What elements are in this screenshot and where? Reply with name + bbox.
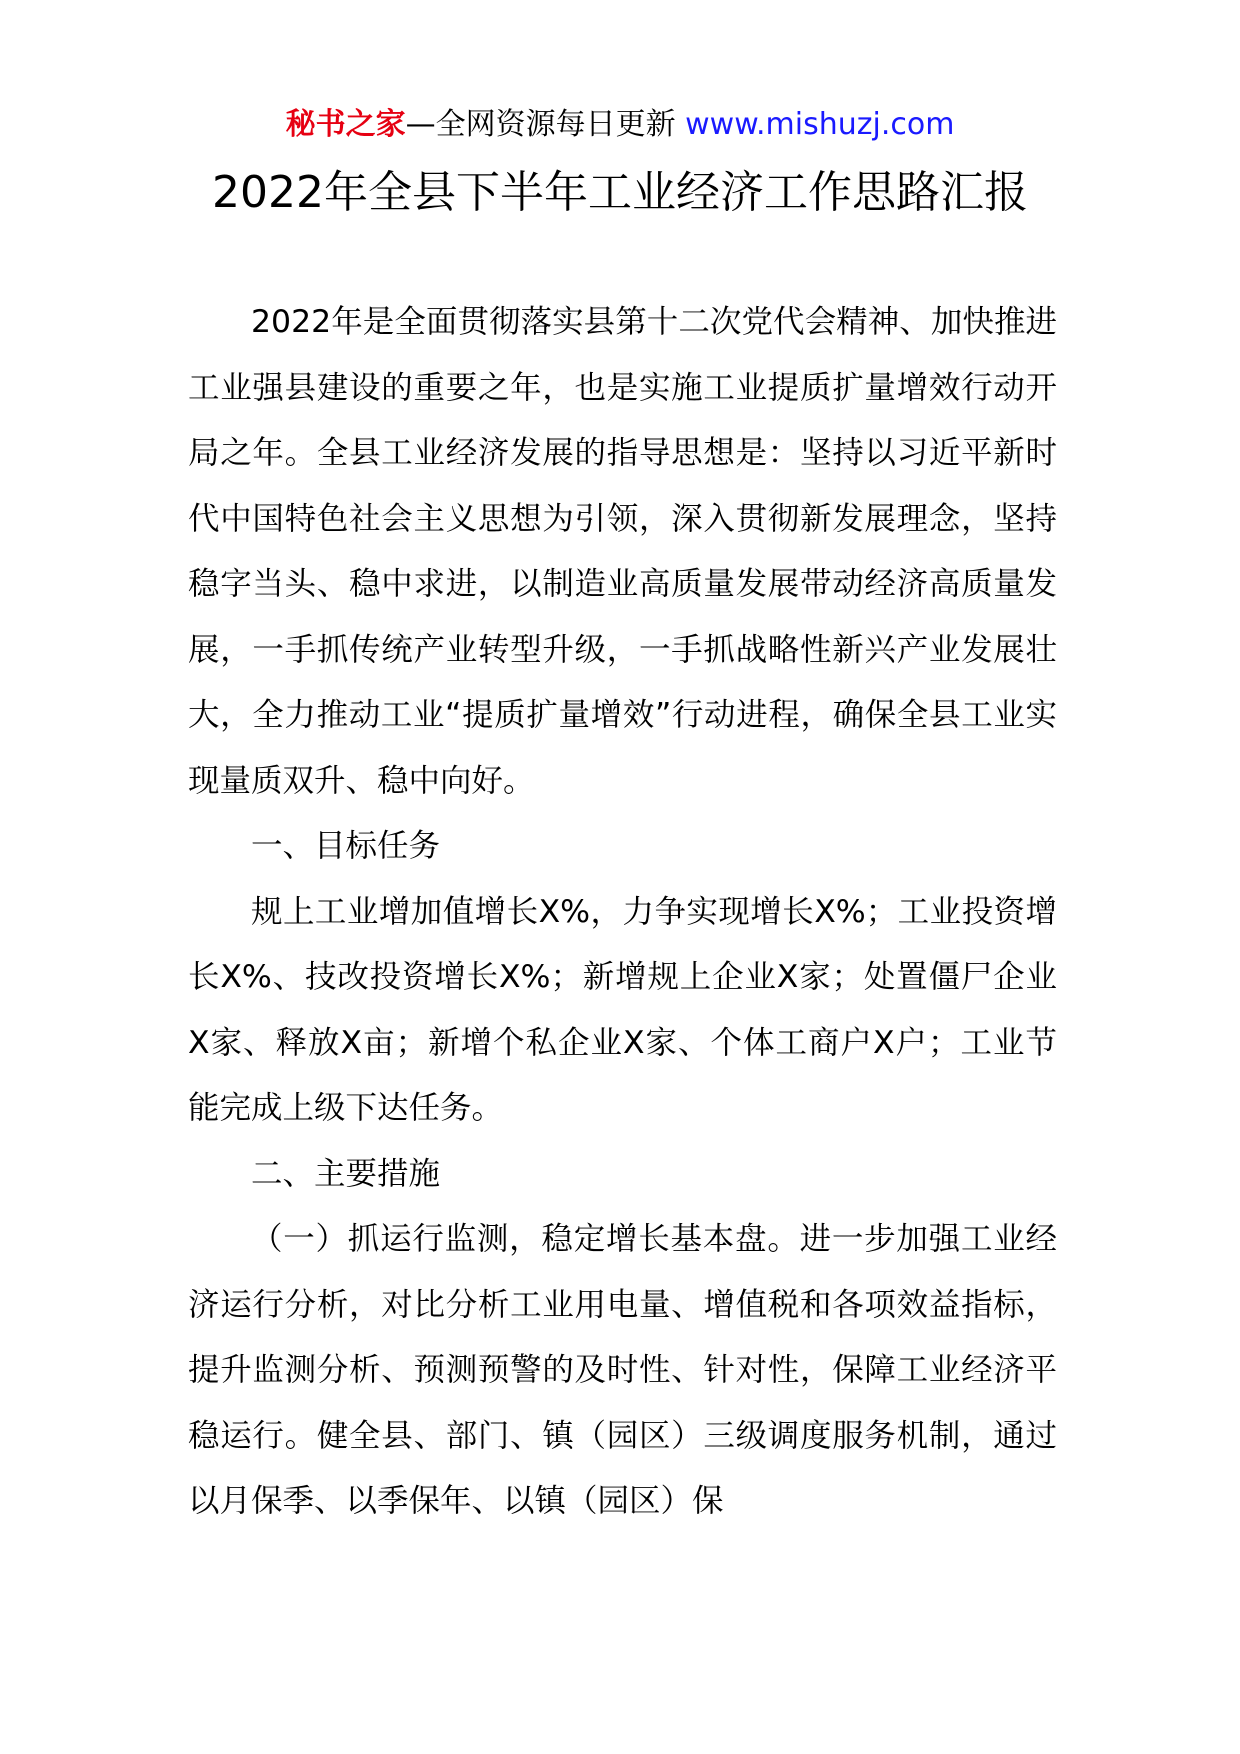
section-heading-targets: 一、目标任务: [251, 828, 441, 864]
site-url-link[interactable]: www.mishuzj.com: [685, 107, 955, 142]
document-title: 2022年全县下半年工业经济工作思路汇报: [212, 167, 1028, 218]
targets-paragraph: 规上工业增加值增长X%，力争实现增长X%；工业投资增长X%、技改投资增长X%；新增规上企业X家；处置僵尸企业X家、释放X亩；新增个私企业X家、个体工商户X户；工业节能完成上级下达任务。: [188, 893, 1057, 1126]
section-heading-measures: 二、主要措施: [251, 1155, 441, 1192]
intro-paragraph: 2022年是全面贯彻落实县第十二次党代会精神、加快推进工业强县建设的重要之年，也是实施工业提质扩量增效行动开局之年。全县工业经济发展的指导思想是：坚持以习近平新时代中国特色社会主义思想为引领，深入贯彻新发展理念，坚持稳字当头、稳中求进，以制造业高质量发展带动经济高质量发展，一手抓传统产业转型升级，一手抓战略性新兴产业发展壮大，全力推动工业“提质扩量增效”行动进程，确保全县工业实现量质双升、稳中向好。: [188, 304, 1057, 799]
site-slogan: —全网资源每日更新: [405, 107, 676, 142]
site-brand: 秘书之家: [285, 107, 406, 142]
measure-paragraph-1: （一）抓运行监测，稳定增长基本盘。进一步加强工业经济运行分析，对比分析工业用电量、增值税和各项效益指标，提升监测分析、预测预警的及时性、针对性，保障工业经济平稳运行。健全县、部门、镇（园区）三级调度服务机制，通过以月保季、以季保年、以镇（园区）保: [188, 1221, 1057, 1519]
document-body: [188, 290, 1057, 1535]
site-header: [0, 100, 1240, 150]
